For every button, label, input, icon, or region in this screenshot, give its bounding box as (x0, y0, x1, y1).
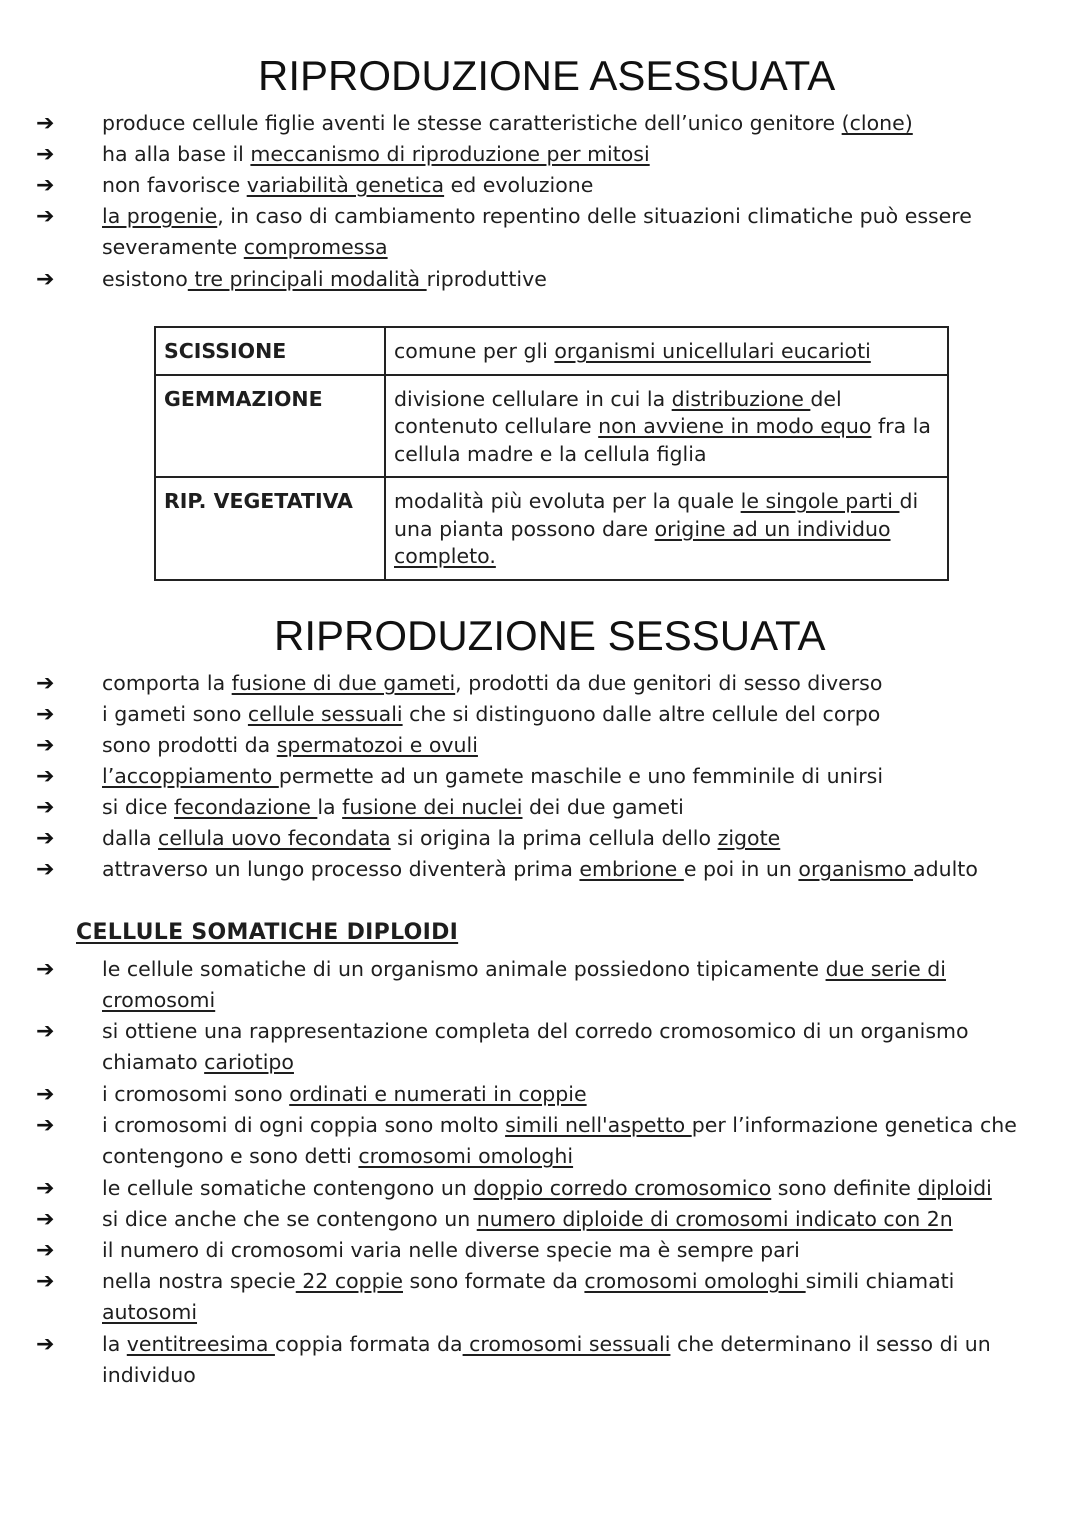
text-segment: non favorisce (102, 173, 247, 197)
text-segment: comporta la (102, 671, 232, 695)
bullet-text (102, 170, 1030, 201)
bullet-text (102, 1016, 1030, 1078)
underlined-text: spermatozoi e ovuli (276, 733, 478, 757)
text-segment: si origina la prima cellula dello (390, 826, 718, 850)
text-segment: produce cellule figlie aventi le stesse caratteristiche dell’unico genitore (102, 111, 842, 135)
underlined-text: due serie di cromosomi (102, 957, 946, 1012)
text-segment: nella nostra specie (102, 1269, 296, 1293)
text-segment: i gameti sono (102, 702, 248, 726)
text-segment: , in caso di cambiamento repentino delle situazioni climatiche può essere severamente (102, 204, 972, 259)
arrow-right-icon: ➔ (36, 1082, 55, 1107)
underlined-text: cromosomi sessuali (462, 1332, 671, 1356)
underlined-text: meccanismo di riproduzione per mitosi (250, 142, 650, 166)
arrow-right-icon: ➔ (36, 1019, 55, 1044)
arrow-right-icon: ➔ (36, 204, 55, 229)
underlined-text: 22 coppie (295, 1269, 403, 1293)
bullet-text (102, 1235, 1030, 1266)
bullet-text (102, 854, 1030, 885)
arrow-right-icon: ➔ (36, 1269, 55, 1294)
text-segment: che si distinguono dalle altre cellule del corpo (402, 702, 881, 726)
underlined-text: simili nell'aspetto (505, 1113, 692, 1137)
bullet-text (102, 1329, 1030, 1391)
underlined-text: fusione di due gameti (231, 671, 456, 695)
underlined-text: cellule sessuali (247, 702, 403, 726)
bullet-text (102, 730, 1030, 761)
underlined-text: zigote (717, 826, 781, 850)
arrow-right-icon: ➔ (36, 1238, 55, 1263)
bullet-text (102, 954, 1030, 1016)
underlined-text: fecondazione (174, 795, 318, 819)
underlined-text: numero diploide di cromosomi indicato con 2n (476, 1207, 953, 1231)
underlined-text: organismo (798, 857, 914, 881)
arrow-right-icon: ➔ (36, 1176, 55, 1201)
text-segment: simili chiamati (805, 1269, 955, 1293)
arrow-right-icon: ➔ (36, 857, 55, 882)
underlined-text: ordinati e numerati in coppie (289, 1082, 587, 1106)
table-row (155, 477, 948, 580)
reproduction-modes-table (154, 326, 949, 581)
arrow-right-icon: ➔ (36, 173, 55, 198)
text-segment: dei due gameti (522, 795, 684, 819)
arrow-right-icon: ➔ (36, 764, 55, 789)
text-segment: la (317, 795, 343, 819)
section-heading-diploid: CELLULE SOMATICHE DIPLOIDI (76, 920, 459, 945)
text-segment: adulto (913, 857, 978, 881)
underlined-text: origine ad un individuo completo. (394, 516, 891, 568)
underlined-text: cromosomi omologhi (358, 1144, 574, 1168)
arrow-right-icon: ➔ (36, 142, 55, 167)
title-asexual: RIPRODUZIONE ASESSUATA (258, 52, 836, 99)
mode-description-cell (385, 327, 948, 375)
text-segment: la (102, 1332, 127, 1356)
underlined-text: cromosomi omologhi (584, 1269, 806, 1293)
arrow-right-icon: ➔ (36, 1207, 55, 1232)
text-segment: sono definite (771, 1176, 918, 1200)
text-segment: riproduttive (426, 267, 547, 291)
arrow-right-icon: ➔ (36, 671, 55, 696)
bullet-text (102, 792, 1030, 823)
underlined-text: la progenie (102, 204, 218, 228)
text-segment: si ottiene una rappresentazione completa del corredo cromosomico di un organismo chiamato (102, 1019, 969, 1074)
text-segment: del contenuto cellulare (394, 386, 842, 438)
underlined-text: non avviene in modo equo (598, 414, 872, 438)
underlined-text: distribuzione (671, 386, 811, 411)
underlined-text: ventitreesima (126, 1332, 275, 1356)
mode-description-cell (385, 477, 948, 580)
text-segment: comune per gli (394, 339, 555, 363)
bullet-text (102, 139, 1030, 170)
bullet-text (102, 1204, 1030, 1235)
text-segment: ha alla base il (102, 142, 251, 166)
table-row (155, 375, 948, 478)
underlined-text: compromessa (243, 235, 388, 259)
text-segment: che determinano il sesso di un individuo (102, 1332, 991, 1387)
underlined-text: fusione dei nuclei (342, 795, 523, 819)
bullet-text (102, 108, 1030, 139)
text-segment: esistono (102, 267, 188, 291)
text-segment: sono formate da (403, 1269, 585, 1293)
mode-name-cell: RIP. VEGETATIVA (155, 477, 385, 580)
text-segment: attraverso un lungo processo diventerà prima (102, 857, 580, 881)
text-segment: , prodotti da due genitori di sesso diverso (455, 671, 883, 695)
underlined-text: tre principali modalità (187, 267, 427, 291)
bullet-text (102, 1266, 1030, 1328)
bullet-text (102, 699, 1030, 730)
bullet-text (102, 668, 1030, 699)
table-row (155, 327, 948, 375)
text-segment: divisione cellulare in cui la (394, 386, 672, 411)
underlined-text: le singole parti (740, 489, 900, 513)
arrow-right-icon: ➔ (36, 1332, 55, 1357)
text-segment: le cellule somatiche contengono un (102, 1176, 474, 1200)
text-segment: fra la cellula madre e la cellula figlia (394, 414, 931, 466)
underlined-text: organismi unicellulari eucarioti (554, 339, 871, 363)
text-segment: permette ad un gamete maschile e uno femminile di unirsi (278, 764, 884, 788)
text-segment: i cromosomi di ogni coppia sono molto (102, 1113, 506, 1137)
bullet-text (102, 201, 1030, 263)
underlined-text: (clone) (841, 111, 913, 135)
bullet-text (102, 1079, 1030, 1110)
arrow-right-icon: ➔ (36, 111, 55, 136)
text-segment: dalla (102, 826, 159, 850)
arrow-right-icon: ➔ (36, 733, 55, 758)
bullet-text (102, 761, 1030, 792)
text-segment: le cellule somatiche di un organismo animale possiedono tipicamente (102, 957, 826, 981)
arrow-right-icon: ➔ (36, 1113, 55, 1138)
arrow-right-icon: ➔ (36, 702, 55, 727)
text-segment: si dice anche che se contengono un (102, 1207, 477, 1231)
underlined-text: doppio corredo cromosomico (473, 1176, 772, 1200)
text-segment: si dice (102, 795, 175, 819)
text-segment: per l’informazione genetica che contengono e sono detti (102, 1113, 1017, 1168)
bullet-text (102, 823, 1030, 854)
text-segment: sono prodotti da (102, 733, 277, 757)
mode-name-cell: SCISSIONE (155, 327, 385, 375)
bullet-text (102, 1173, 1030, 1204)
text-segment: e poi in un (683, 857, 799, 881)
mode-description-cell (385, 375, 948, 478)
arrow-right-icon: ➔ (36, 957, 55, 982)
bullet-text (102, 264, 1030, 295)
underlined-text: autosomi (102, 1300, 198, 1324)
text-segment: ed evoluzione (444, 173, 594, 197)
text-segment: di una pianta possono dare (394, 489, 919, 541)
arrow-right-icon: ➔ (36, 795, 55, 820)
underlined-text: cariotipo (204, 1050, 294, 1074)
text-segment: modalità più evoluta per la quale (394, 489, 741, 513)
text-segment: i cromosomi sono (102, 1082, 290, 1106)
underlined-text: l’accoppiamento (102, 764, 279, 788)
mode-name-cell: GEMMAZIONE (155, 375, 385, 478)
underlined-text: diploidi (917, 1176, 992, 1200)
underlined-text: embrione (579, 857, 684, 881)
text-segment: coppia formata da (274, 1332, 463, 1356)
underlined-text: cellula uovo fecondata (158, 826, 391, 850)
underlined-text: variabilità genetica (246, 173, 445, 197)
title-sexual: RIPRODUZIONE SESSUATA (274, 612, 826, 659)
arrow-right-icon: ➔ (36, 267, 55, 292)
bullet-text (102, 1110, 1030, 1172)
arrow-right-icon: ➔ (36, 826, 55, 851)
text-segment: il numero di cromosomi varia nelle diverse specie ma è sempre pari (102, 1238, 800, 1262)
